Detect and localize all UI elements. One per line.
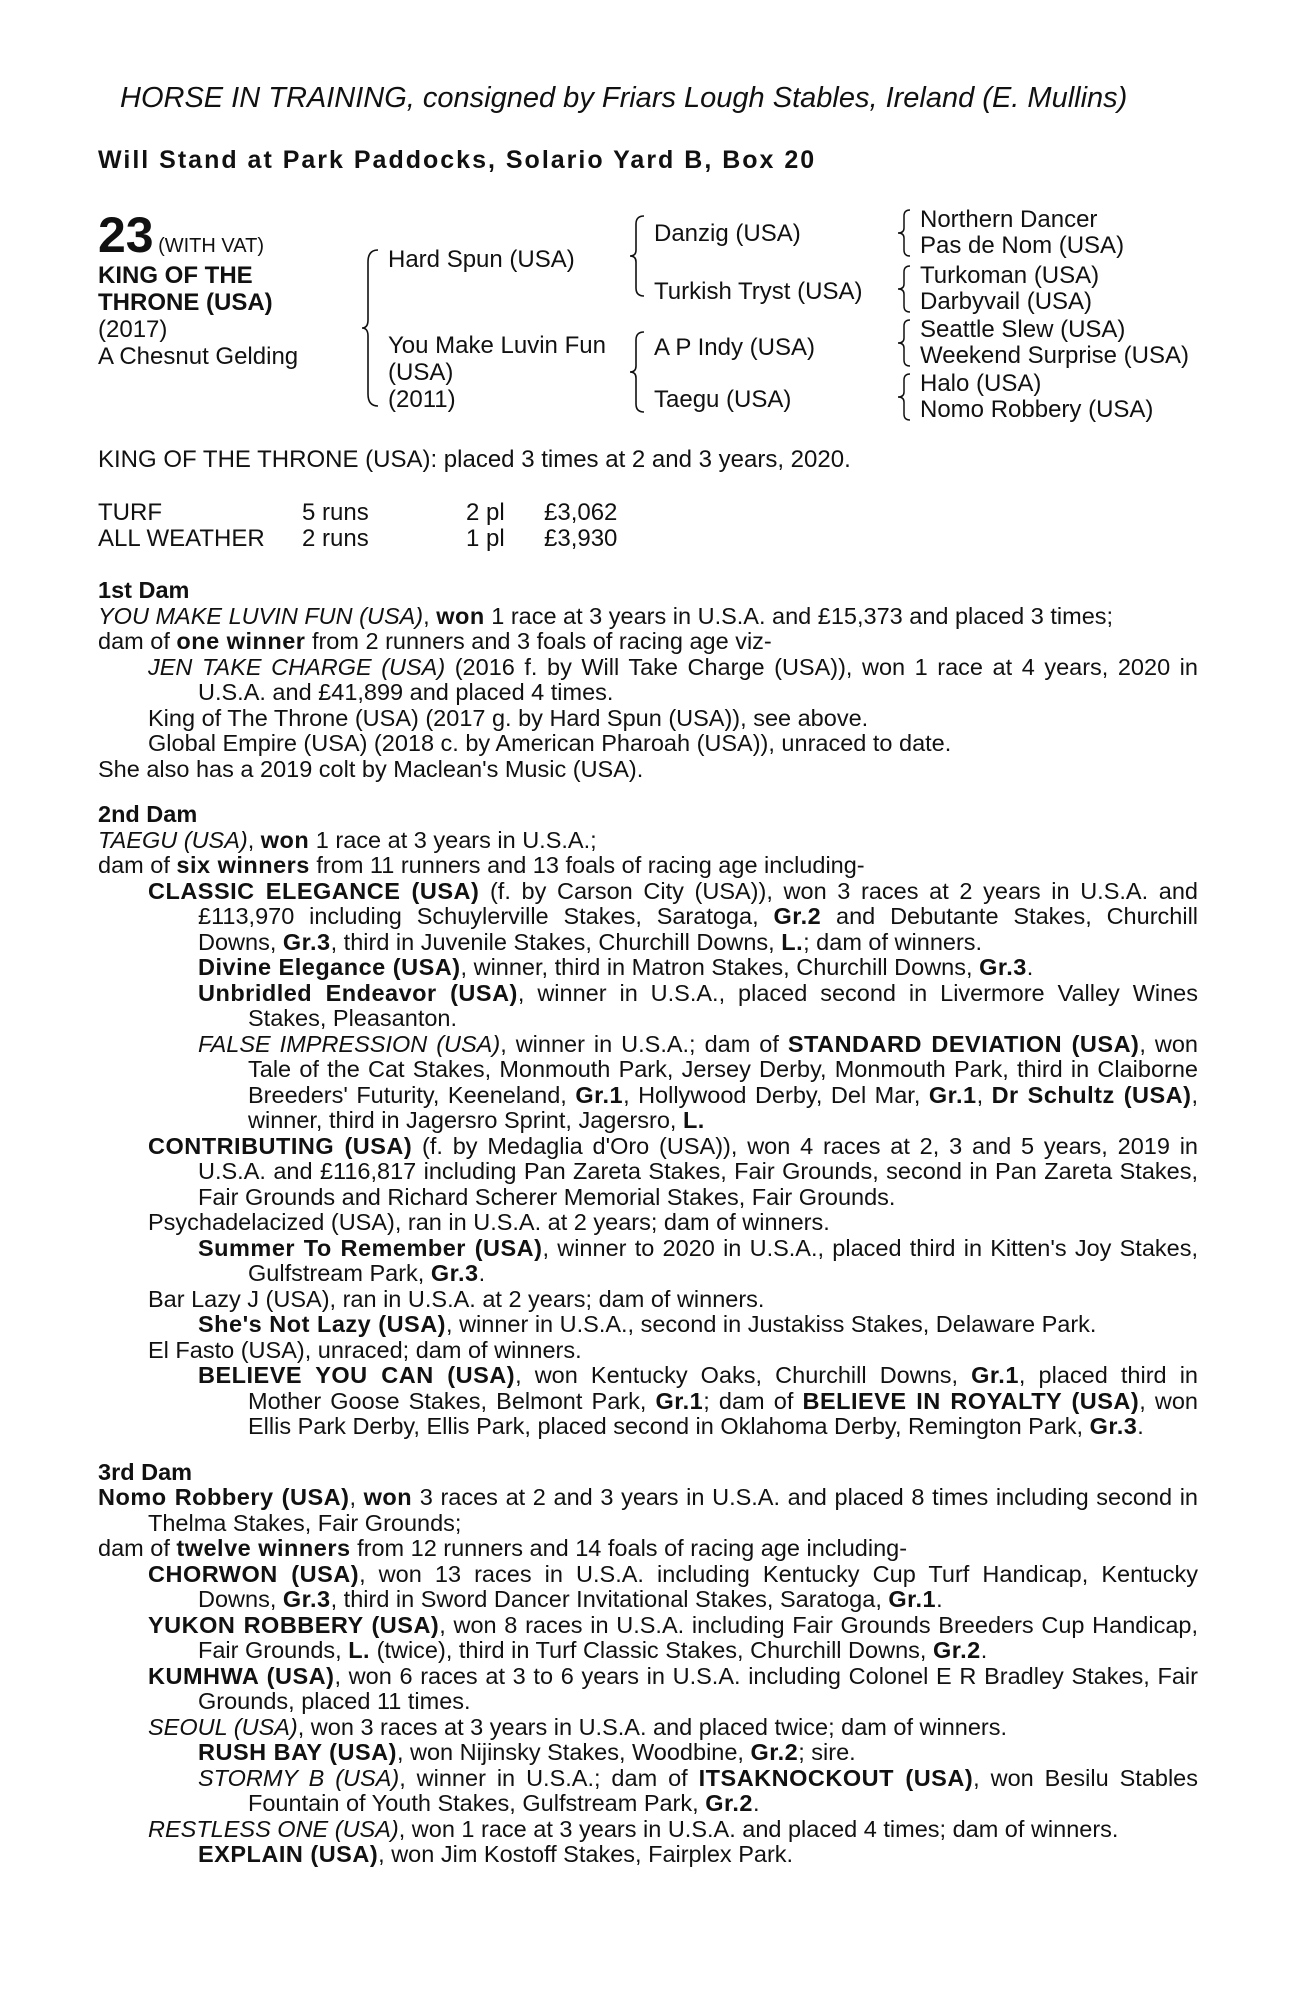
grade: Gr.3 [1089,1413,1138,1439]
pedigree-brace-3d [898,372,912,422]
produce-entry [98,655,1198,706]
produce-name: STANDARD DEVIATION (USA) [787,1030,1140,1057]
produce-name: Unbridled Endeavor (USA) [198,979,518,1006]
produce-name: CLASSIC ELEGANCE (USA) [148,877,480,904]
stats-placed: 1 pl [466,525,505,552]
won-text: won [436,602,485,629]
stable-location: Will Stand at Park Paddocks, Solario Yard B, Box 20 [98,146,817,174]
ggd-3: Weekend Surprise (USA) [920,342,1189,369]
text: 1 race at 3 years in U.S.A.; [309,826,597,853]
produce-entry [98,1134,1198,1211]
produce-note: She also has a 2019 colt by Maclean's Music (USA). [98,755,644,782]
grade: Gr.3 [282,928,331,955]
winners-count: six winners [176,852,310,878]
grade: L. [682,1107,705,1133]
text: , [247,826,261,853]
sire-sire: Danzig (USA) [654,220,801,247]
text: 3 races at 2 and 3 years in U.S.A. and placed 8 times including second in Thelma Stakes, Fair Grounds; [148,1484,1198,1536]
text: , [976,1081,992,1108]
produce-entry: Global Empire (USA) (2018 c. by American Pharoah (USA)), unraced to date. [148,730,952,756]
pedigree-brace-1 [362,248,382,408]
text: . [1026,954,1034,980]
dam-year: (2011) [388,386,456,413]
produce-entry [98,1562,1198,1613]
ggd-4: Nomo Robbery (USA) [920,396,1154,423]
text: , won Ellis Park Derby, Ellis Park, placed second in Oklahoma Derby, Remington Park, [248,1387,1198,1439]
ggs-1: Northern Dancer [920,206,1098,233]
produce-name: EXPLAIN (USA) [198,1841,379,1867]
stats-runs: 5 runs [302,499,369,526]
foaling-year: (2017) [98,316,168,343]
third-dam-produce-intro [98,1536,1198,1562]
produce-name: JEN TAKE CHARGE (USA) [148,653,446,680]
text: , Hollywood Derby, Del Mar, [623,1081,929,1108]
pedigree-brace-2b [630,330,646,414]
grade: Gr.1 [971,1362,1019,1388]
text: ; sire. [798,1739,856,1765]
dam-name: YOU MAKE LUVIN FUN (USA) [98,602,424,629]
grade: Gr.2 [932,1637,981,1663]
third-dam-heading: 3rd Dam [98,1458,193,1485]
text: , winner in U.S.A., second in Justakiss Stakes, Delaware Park. [446,1311,1097,1337]
produce-name: SEOUL (USA) [148,1713,298,1740]
text: , won 3 races at 3 years in U.S.A. and placed twice; dam of winners. [297,1713,1008,1740]
produce-name: RUSH BAY (USA) [198,1739,397,1765]
produce-name: BELIEVE YOU CAN (USA) [198,1362,516,1388]
won-text: won [260,826,310,853]
vat-note: (WITH VAT) [158,235,264,257]
produce-name: Summer To Remember (USA) [198,1234,543,1261]
text: , winner in U.S.A.; dam of [500,1030,788,1057]
text: from 2 runners and 3 foals of racing age viz- [305,628,772,654]
race-stats-table [98,500,617,552]
lot-block [98,206,264,264]
produce-name: RESTLESS ONE (USA) [148,1815,399,1842]
text: , won 6 races at 3 to 6 years in U.S.A. including Colonel E R Bradley Stakes, Fair Grounds, placed 11 times. [198,1662,1198,1714]
text: , placed third in Mother Goose Stakes, Belmont Park, [248,1362,1198,1414]
text: , won Kentucky Oaks, Churchill Downs, [515,1362,972,1388]
pedigree-brace-3b [898,264,912,314]
second-dam-record [98,828,1198,854]
text: dam of [98,852,177,878]
dam-name [388,332,606,413]
pedigree-brace-3c [898,318,912,368]
grade: Gr.1 [928,1081,977,1108]
sire-name: Hard Spun (USA) [388,246,575,273]
second-dam-produce-intro [98,853,1198,879]
grade: Gr.2 [773,903,822,929]
text: , winner to 2020 in U.S.A., placed third in Kitten's Joy Stakes, Gulfstream Park, [248,1234,1199,1286]
race-summary: KING OF THE THRONE (USA): placed 3 times at 2 and 3 years, 2020. [98,446,851,473]
produce-entry [98,981,1198,1032]
ggs-4: Halo (USA) [920,370,1042,397]
text: , won 8 races in U.S.A. including Fair Grounds Breeders Cup Handicap, Fair Grounds, [198,1611,1198,1663]
ggd-1: Pas de Nom (USA) [920,232,1125,259]
stats-row [98,526,617,552]
produce-entry [98,1817,1198,1843]
grade: Gr.2 [750,1739,799,1765]
stats-earnings: £3,930 [544,525,618,552]
text: ; dam of [703,1387,803,1414]
produce-name: CHORWON (USA) [148,1560,360,1587]
text: , winner, third in Jagersro Sprint, Jagersro, [248,1081,1199,1133]
dam-sire: A P Indy (USA) [654,334,815,361]
grade: Gr.3 [282,1586,331,1612]
produce-entry: Psychadelacized (USA), ran in U.S.A. at 2 years; dam of winners. [148,1209,830,1235]
horse-name-line1: KING OF THE [98,262,253,289]
text: ; dam of winners. [803,928,983,955]
text: dam of [98,1535,177,1561]
produce-entry [98,1363,1198,1440]
dam-name-line1: You Make Luvin Fun [388,332,606,359]
horse-identity [98,262,298,370]
ggs-2: Turkoman (USA) [920,262,1100,289]
text: . [1137,1413,1144,1439]
first-dam-heading: 1st Dam [98,577,190,603]
grade: Gr.3 [979,954,1027,980]
third-dam-record [98,1485,1198,1536]
dam-name: Nomo Robbery (USA) [98,1484,350,1510]
grade: Gr.1 [575,1081,624,1108]
produce-entry [98,1664,1198,1715]
produce-entry [98,879,1198,956]
produce-entry [98,1312,1198,1338]
dam-records [98,578,1198,1868]
grade: Gr.1 [888,1586,937,1612]
text: from 12 runners and 14 foals of racing age including- [350,1535,908,1561]
grade: L. [348,1637,371,1663]
produce-name: FALSE IMPRESSION (USA) [198,1030,501,1057]
first-dam-produce-intro [98,629,1198,655]
produce-name: KUMHWA (USA) [148,1662,335,1689]
stats-placed: 2 pl [466,499,505,526]
text: (twice), third in Turf Classic Stakes, Churchill Downs, [370,1637,933,1663]
stats-surface: TURF [98,499,162,526]
produce-entry [98,1236,1198,1287]
text: from 11 runners and 13 foals of racing age including- [309,852,865,878]
produce-entry: King of The Throne (USA) (2017 g. by Hard Spun (USA)), see above. [148,704,869,731]
stats-surface: ALL WEATHER [98,525,265,552]
produce-entry: Bar Lazy J (USA), ran in U.S.A. at 2 years; dam of winners. [148,1285,765,1312]
ggd-2: Darbyvail (USA) [920,288,1093,315]
produce-name: YUKON ROBBERY (USA) [148,1611,440,1638]
text: , won Nijinsky Stakes, Woodbine, [396,1739,751,1765]
produce-entry [98,1766,1198,1817]
text: (2016 f. by Will Take Charge (USA)), won 1 race at 4 years, 2020 in U.S.A. and £41,899 and placed 4 times. [198,653,1198,705]
produce-name: Dr Schultz (USA) [991,1081,1192,1108]
horse-name-line2: THRONE (USA) [98,289,273,316]
produce-entry [98,955,1198,981]
dam-dam: Taegu (USA) [654,386,792,413]
text: , won Besilu Stables Fountain of Youth Stakes, Gulfstream Park, [248,1764,1198,1816]
text: , winner in U.S.A., placed second in Livermore Valley Wines Stakes, Pleasanton. [248,979,1198,1031]
dam-name: TAEGU (USA) [98,826,248,853]
text: , won Jim Kostoff Stakes, Fairplex Park. [378,1841,794,1867]
sire-dam: Turkish Tryst (USA) [654,278,863,305]
winners-count: twelve winners [176,1535,351,1561]
dam-name-line2: (USA) [388,359,454,386]
produce-entry [98,1740,1198,1766]
text: , [349,1484,364,1510]
produce-entry [98,1715,1198,1741]
produce-entry [98,1613,1198,1664]
produce-entry [98,1842,1198,1868]
produce-entry: El Fasto (USA), unraced; dam of winners. [148,1336,582,1363]
pedigree-brace-2a [630,214,646,298]
text: , won Tale of the Cat Stakes, Monmouth Park, Jersey Derby, Monmouth Park, third in Claiborne Breeders' Futurity, Keeneland, [248,1030,1198,1108]
text: , won 13 races in U.S.A. including Kentucky Cup Turf Handicap, Kentucky Downs, [198,1560,1198,1612]
won-text: won [363,1484,413,1510]
produce-name: She's Not Lazy (USA) [198,1311,447,1337]
grade: Gr.2 [705,1790,753,1816]
text: . [980,1637,988,1663]
text: , winner, third in Matron Stakes, Churchill Downs, [460,954,980,980]
text: . [752,1790,760,1816]
text: , third in Juvenile Stakes, Churchill Downs, [330,928,782,955]
text: 1 race at 3 years in U.S.A. and £15,373 and placed 3 times; [484,602,1114,629]
produce-name: BELIEVE IN ROYALTY (USA) [802,1387,1140,1414]
text: . [478,1260,486,1286]
stats-earnings: £3,062 [544,499,618,526]
consignment-header: HORSE IN TRAINING, consigned by Friars Lough Stables, Ireland (E. Mullins) [120,82,1128,114]
stats-row [98,500,617,526]
ggs-3: Seattle Slew (USA) [920,316,1126,343]
winners-count: one winner [176,628,306,654]
produce-entry [98,1032,1198,1134]
text: , won 1 race at 3 years in U.S.A. and placed 4 times; dam of winners. [398,1815,1119,1842]
text: (f. by Medaglia d'Oro (USA)), won 4 races at 2, 3 and 5 years, 2019 in U.S.A. and £116,817 including Pan Zareta Stakes, Fair Grounds, second in Pan Zareta Stakes, Fair Grounds and Richard Scherer Memorial Stakes, Fair Grounds. [198,1132,1199,1210]
first-dam-record [98,604,1198,630]
grade: Gr.1 [655,1387,704,1414]
text: and Debutante Stakes, Churchill Downs, [198,903,1199,955]
lot-number: 23 [98,207,154,263]
horse-description: A Chesnut Gelding [98,343,299,370]
text: . [936,1586,943,1612]
produce-name: CONTRIBUTING (USA) [148,1132,413,1159]
produce-name: ITSAKNOCKOUT (USA) [698,1764,974,1791]
text: (f. by Carson City (USA)), won 3 races at 2 years in U.S.A. and £113,970 including Schuylerville Stakes, Saratoga, [198,877,1198,929]
produce-name: Divine Elegance (USA) [198,954,461,980]
text: , winner in U.S.A.; dam of [399,1764,699,1791]
pedigree-brace-3a [898,208,912,258]
produce-name: STORMY B (USA) [198,1764,400,1791]
text: dam of [98,628,177,654]
stats-runs: 2 runs [302,525,369,552]
grade: L. [781,928,804,955]
second-dam-heading: 2nd Dam [98,801,198,827]
text: , [423,602,437,629]
text: , third in Sword Dancer Invitational Stakes, Saratoga, [330,1586,889,1612]
grade: Gr.3 [430,1260,479,1286]
